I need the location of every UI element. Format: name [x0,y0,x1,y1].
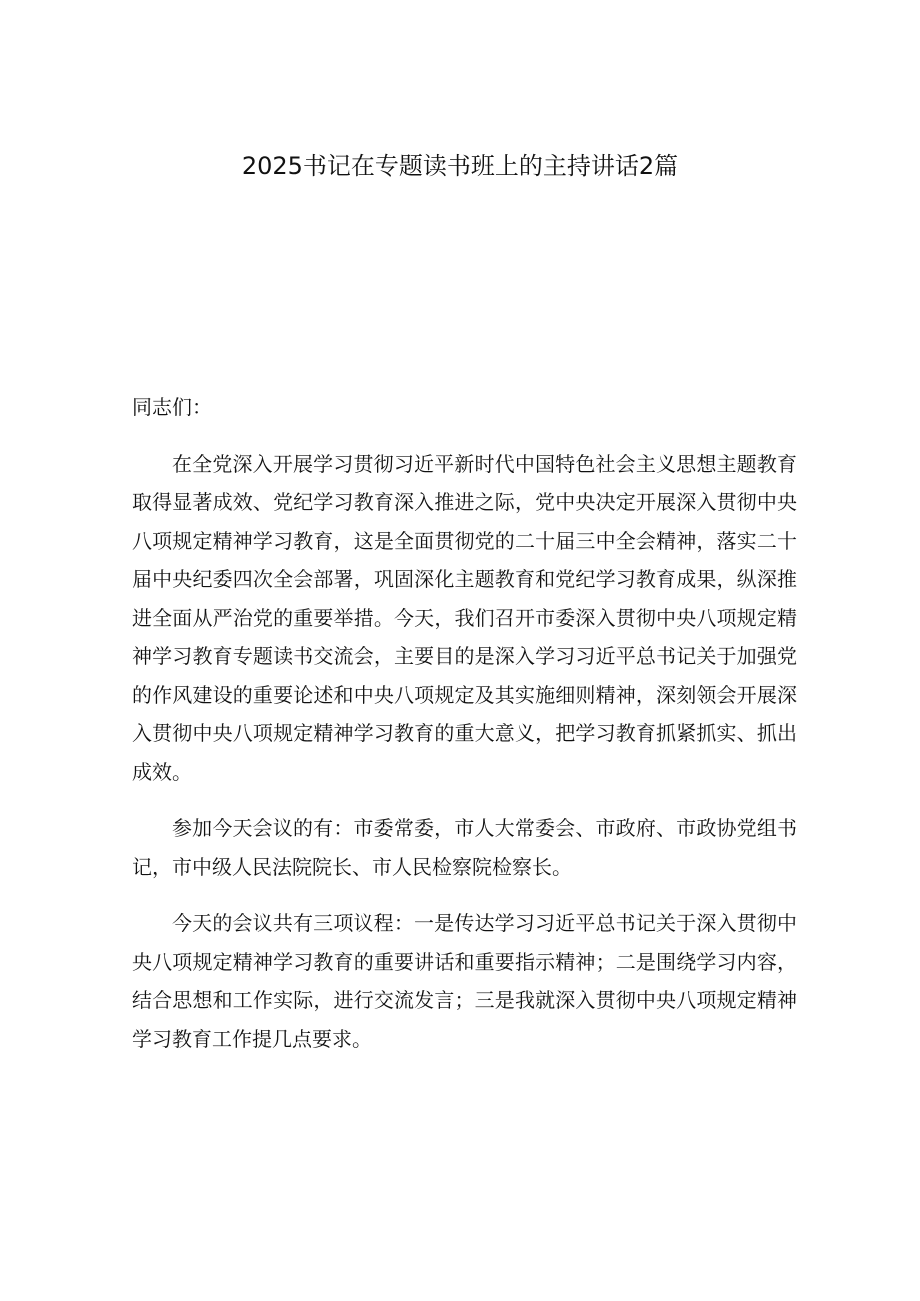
document-title: 2025书记在专题读书班上的主持讲话2篇 [241,152,679,180]
paragraph-attendees: 参加今天会议的有：市委常委，市人大常委会、市政府、市政协党组书记，市中级人民法院院长、市人民检察院检察长。 [132,816,797,879]
paragraph-agenda: 今天的会议共有三项议程：一是传达学习习近平总书记关于深入贯彻中央八项规定精神学习教育的重要讲话和重要指示精神；二是围绕学习内容，结合思想和工作实际，进行交流发言；三是我就深入贯彻中央八项规定精神学习教育工作提几点要求。 [132,911,797,1051]
salutation: 同志们： [132,395,212,419]
document-body [132,388,797,1076]
paragraph-intro: 在全党深入开展学习贯彻习近平新时代中国特色社会主义思想主题教育取得显著成效、党纪学习教育深入推进之际，党中央决定开展深入贯彻中央八项规定精神学习教育，这是全面贯彻党的二十届三中全会精神，落实二十届中央纪委四次全会部署，巩固深化主题教育和党纪学习教育成果，纵深推进全面从严治党的重要举措。今天，我们召开市委深入贯彻中央八项规定精神学习教育专题读书交流会，主要目的是深入学习习近平总书记关于加强党的作风建设的重要论述和中央八项规定及其实施细则精神，深刻领会开展深入贯彻中央八项规定精神学习教育的重大意义，把学习教育抓紧抓实、抓出成效。 [132,451,797,784]
